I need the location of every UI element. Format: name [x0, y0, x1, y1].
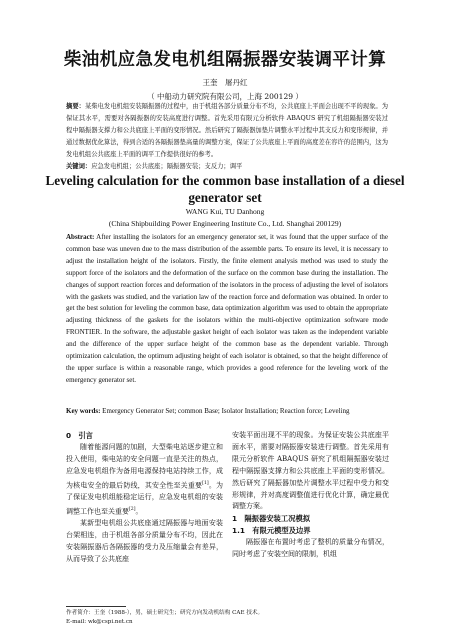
section-0-heading: 0 引言	[66, 431, 93, 440]
authors-en: WANG Kui, TU Danhong	[185, 207, 265, 216]
abstract-en-label: Abstract:	[66, 233, 95, 241]
abstract-en-text: After installing the isolators for an emergency generator set, it was found that the upper surface of the common base was uneven due to the mass distribution of the assemble parts. To ensure its level, it is necessary to adjust the installation height of the isolators. Firstly, the finite element analysis method was used to study the support force of the isolators and the deformation of the surface on the common base during the installation. The changes of support reaction forces and deformation of the isolators in the process of adjusting the level of isolators with the gaskets was studied, and the variation law of the reaction force and deformation was obtained. In order to get the best solution for leveling the common base, data optimization algorithm was used to obtain the appropriate adjusting thickness of the gaskets for the isolators within the multi-objective optimization software mode FRONTIER. In the software, the adjustable gasket height of each isolator was taken as the independent variable and the difference of the upper surface height of the common base as the dependent variable. Through optimization calculation, the optimum adjusting height of each isolator is obtained, so that the height difference of the upper surface is within a reasonable range, which provides a good reference for the leveling work of the emergency generator set.	[66, 233, 388, 384]
abstract-cn-label: 摘要：	[66, 103, 85, 110]
right-column	[232, 430, 389, 561]
abstract-cn-text: 某柴电发电机组安装隔振器的过程中，由于机组各部分质量分布不均，公共底座上平面会出现不平的现象。为保证其水平，需要对各隔振器的安装高度进行调整。首先采用有限元分析软件 ABAQUS 研究了机组隔振器安装过程中隔振器支撑力和公共底座上平面的变形情况。然后研究了隔振器加垫片调整水平过程中其支反力和变形规律，并通过数据优化算法，得到合适的各隔振器垫高量的调整方案，保证了公共底座上平面的高度差在容许的范围内，这为发电机组公共底座上平面的调平工作提供很好的参考。	[66, 103, 389, 159]
keywords-en-label: Key words:	[66, 407, 101, 415]
para-text: 。为了保证发电机组能稳定运行，应急发电机组的安装调整工作也至关重要	[66, 481, 224, 516]
author-email: E-mail: wk@cspi.net.cn	[66, 619, 133, 625]
section-0-paragraph-2: 某新型电机组公共底座通过隔振器与地面安装台架相连，由于机组各部分质量分布不均，因此在安装隔振器后各隔振器的受力及压缩量会有差异，从而导致了公共底座	[66, 519, 223, 563]
keywords-cn	[66, 162, 388, 172]
affiliation-en: (China Shipbuilding Power Engineering Institute Co., Ltd. Shanghai 200129)	[108, 219, 342, 228]
citation-ref: [1]	[202, 480, 209, 486]
title-en: Leveling calculation for the common base installation of a diesel generator set	[45, 173, 405, 205]
keywords-en-text: Emergency Generator Set; common Base; Isolator Installation; Reaction force; Leveling	[100, 407, 350, 415]
left-column	[66, 430, 223, 566]
abstract-en	[66, 232, 388, 387]
para-text: 随着能源问题的加剧，大型柴电站逐步建立和投入使用，柴电站的安全问题一直是关注的热点，应急发电机组作为备用电源保持电站持续工作，成为核电安全的最后防线，其安全性至关重要	[66, 443, 223, 490]
abstract-cn	[66, 101, 388, 161]
affiliation-cn: （ 中船动力研究院有限公司，上海 200129 ）	[147, 92, 303, 101]
section-1-heading: 1 隔振器安装工况模拟	[232, 514, 311, 524]
para-text: 。	[135, 507, 143, 516]
right-column-paragraph-1: 安装平面出现不平的现象。为保证安装公共底座平面水平，需要对隔振器安装进行调整。首先采用有限元分析软件 ABAQUS 研究了机组隔振器安装过程中隔振器支撑力和公共底座上平面的变形情况。然后研究了隔振器加垫片调整水平过程中受力和变形规律，并对高度调整值进行优化计算，确定最优调整方案。	[232, 431, 389, 511]
section-1-1-heading: 1.1 有限元模型及边界	[232, 526, 311, 536]
footnote	[66, 609, 388, 627]
section-0-paragraph-1	[66, 442, 223, 518]
authors-cn: 王奎 屠丹红	[202, 78, 248, 87]
keywords-cn-text: 应急发电机组；公共底座；隔振器安装；支反力；调平	[91, 163, 243, 170]
footnote-divider	[66, 606, 126, 607]
right-column-paragraph-2: 隔振器在布置时考虑了整机的质量分布情况，同时考虑了安装空间的限制，机组	[232, 538, 389, 559]
author-bio: 作者简介：王奎（1988-），男，硕士研究生；研究方向发动机结构 CAE 技术。	[66, 610, 264, 616]
keywords-cn-label: 关键词：	[66, 163, 92, 170]
title-cn: 柴油机应急发电机组隔振器安装调平计算	[63, 50, 387, 70]
keywords-en	[66, 406, 388, 418]
citation-ref: [2]	[129, 506, 136, 512]
